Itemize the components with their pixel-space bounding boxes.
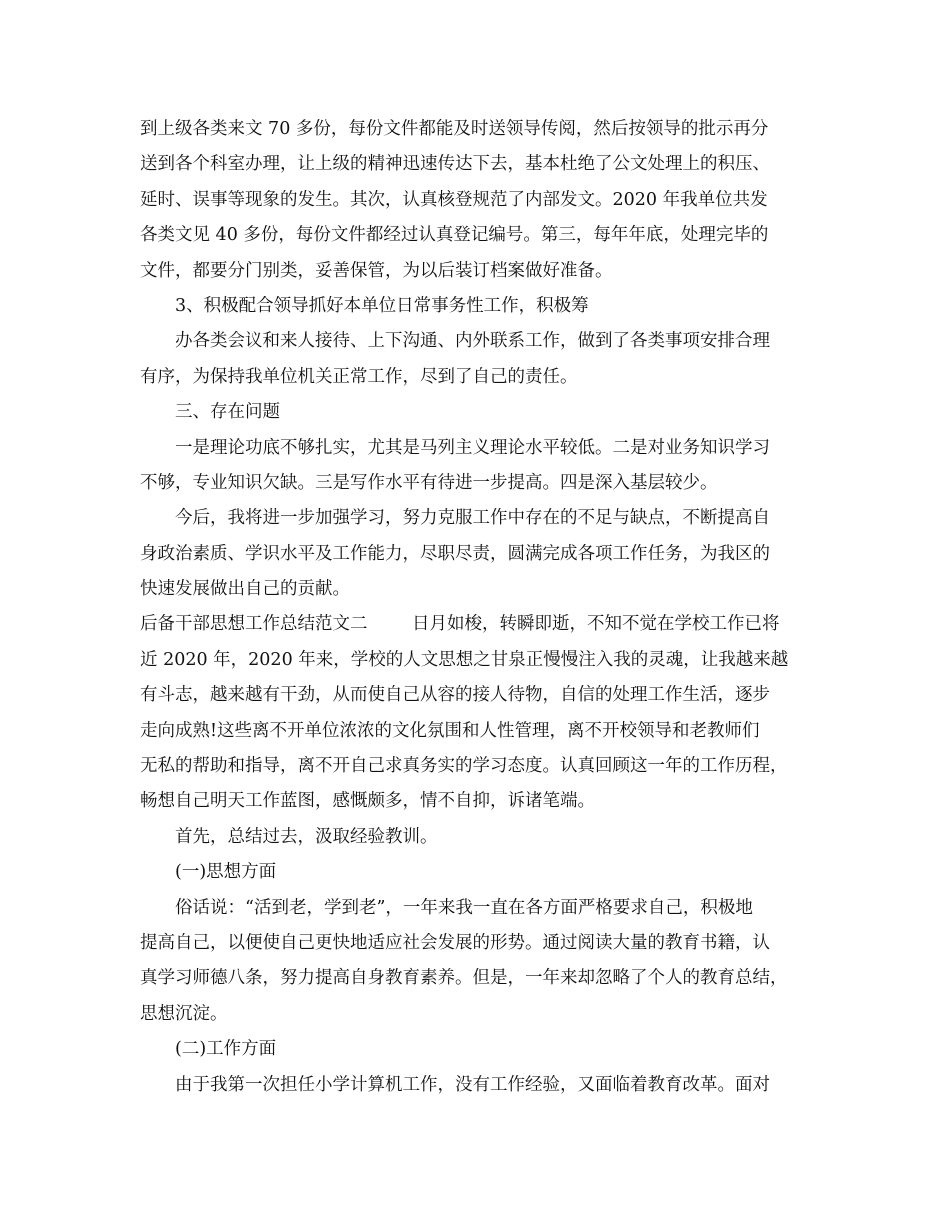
- text-line: 快速发展做出自己的贡献。: [140, 579, 350, 600]
- text-line: 不够，专业知识欠缺。三是写作水平有待进一步提高。四是深入基层较少。: [140, 472, 718, 493]
- text-line: 走向成熟!这些离不开单位浓浓的文化氛围和人性管理，离不开校领导和老教师们: [140, 720, 760, 741]
- document-body: [140, 112, 820, 1103]
- text-line: 提高自己，以便使自己更快地适应社会发展的形势。通过阅读大量的教育书籍，认: [140, 932, 770, 953]
- text-line: 身政治素质、学识水平及工作能力，尽职尽责，圆满完成各项工作任务，为我区的: [140, 543, 770, 564]
- text-line: 3、积极配合领导抓好本单位日常事务性工作，积极筹: [175, 295, 589, 316]
- text-line: 无私的帮助和指导，离不开自己求真务实的学习态度。认真回顾这一年的工作历程，: [140, 756, 788, 777]
- text-line: 思想沉淀。: [140, 1003, 228, 1024]
- text-line: 有斗志，越来越有干劲，从而使自己从容的接人待物，自信的处理工作生活，逐步: [140, 685, 770, 706]
- text-line: (一)思想方面: [175, 862, 277, 883]
- text-line: 近 2020 年，2020 年来，学校的人文思想之甘泉正慢慢注入我的灵魂，让我越来越: [140, 649, 789, 670]
- text-line: 由于我第一次担任小学计算机工作，没有工作经验，又面临着教育改革。面对: [175, 1074, 770, 1095]
- text-line: 办各类会议和来人接待、上下沟通、内外联系工作，做到了各类事项安排合理: [175, 331, 770, 352]
- text-line: 今后，我将进一步加强学习，努力克服工作中存在的不足与缺点，不断提高自: [175, 508, 770, 529]
- text-line: 首先，总结过去，汲取经验教训。: [175, 826, 438, 847]
- text-line: 俗话说：“活到老，学到老”，一年来我一直在各方面严格要求自己，积极地: [175, 897, 753, 918]
- text-line: 有序，为保持我单位机关正常工作，尽到了自己的责任。: [140, 366, 578, 387]
- text-line: 各类文见 40 多份，每份文件都经过认真登记编号。第三，每年年底，处理完毕的: [140, 225, 769, 246]
- text-line: 文件，都要分门别类，妥善保管，为以后装订档案做好准备。: [140, 260, 613, 281]
- text-line: 延时、误事等现象的发生。其次，认真核登规范了内部发文。2020 年我单位共发: [140, 189, 768, 210]
- text-line: 真学习师德八条，努力提高自身教育素养。但是，一年来却忽略了个人的教育总结，: [140, 968, 788, 989]
- text-line: 一是理论功底不够扎实，尤其是马列主义理论水平较低。二是对业务知识学习: [175, 437, 770, 458]
- text-line: 畅想自己明天工作蓝图，感慨颇多，情不自抑，诉诸笔端。: [140, 791, 595, 812]
- text-line: 送到各个科室办理，让上级的精神迅速传达下去，基本杜绝了公文处理上的积压、: [140, 154, 770, 175]
- text-line: (二)工作方面: [175, 1039, 277, 1060]
- text-line: 后备干部思想工作总结范文二 日月如梭，转瞬即逝，不知不觉在学校工作已将: [140, 614, 780, 635]
- text-line: 三、存在问题: [175, 402, 280, 423]
- text-line: 到上级各类来文 70 多份，每份文件都能及时送领导传阅，然后按领导的批示再分: [140, 119, 769, 139]
